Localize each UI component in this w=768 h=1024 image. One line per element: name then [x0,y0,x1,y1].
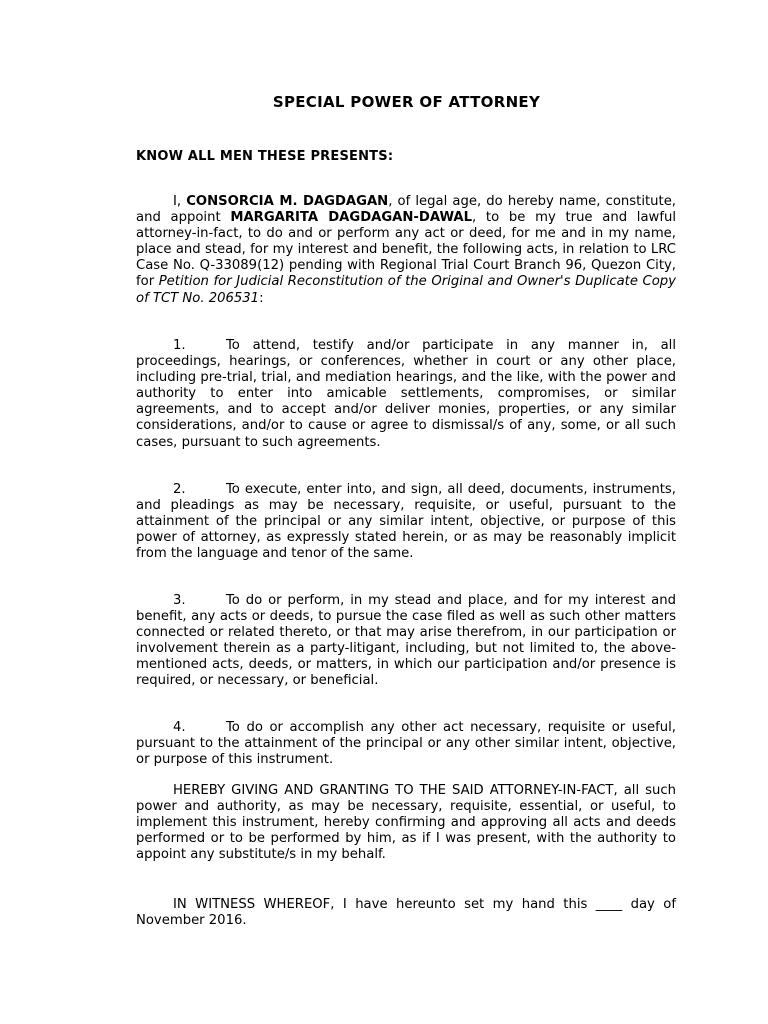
list-item [136,593,676,690]
list-item [136,720,676,768]
item-number: 1. [173,338,186,353]
item-text: To do or perform, in my stead and place, and for my interest and benefit, any acts or deeds, to pursue the case filed as well as such other matters connected or related thereto, or that may arise therefrom, in our participation or involvement therein as a party-litigant, including, but not limited to, the above-mentioned acts, deeds, or matters, in which our participation and/or presence is required, or necessary, or beneficial. [136,593,676,689]
item-text: To attend, testify and/or participate in any manner in, all proceedings, hearings, or conferences, whether in court or any other place, including pre-trial, trial, and mediation hearings, and the like, with the power and authority to enter into amicable settlements, compromises, or similar agreements, and to accept and/or deliver monies, properties, or any similar considerations, and/or to cause or agree to dismissal/s of any, some, or all such cases, pursuant to such agreements. [136,338,676,450]
item-text: To execute, enter into, and sign, all deed, documents, instruments, and pleadings as may be necessary, requisite, or useful, pursuant to the attainment of the principal or any similar intent, objective, or purpose of this power of attorney, as expressly stated herein, or as may be reasonably implicit from the language and tenor of the same. [136,482,676,562]
intro-text-3: : [259,290,264,306]
list-item [136,338,676,451]
intro-prefix: I, [173,194,187,209]
granting-paragraph: HEREBY GIVING AND GRANTING TO THE SAID ATTORNEY-IN-FACT, all such power and authority, as may be necessary, requisite, essential, or useful, to implement this instrument, hereby confirming and approving all acts and deeds performed or to be performed by him, as if I was present, with the authority to appoint any substitute/s in my behalf. [136,783,676,863]
salutation: KNOW ALL MEN THESE PRESENTS: [136,149,394,164]
item-number: 2. [173,482,186,497]
intro-text-1: , of legal age, do hereby name, constitute, and appoint [136,194,676,226]
intro-paragraph [136,194,676,307]
item-number: 3. [173,593,186,608]
witness-paragraph: IN WITNESS WHEREOF, I have hereunto set my hand this ____ day of November 2016. [136,897,676,929]
case-title: Petition for Judicial Reconstitution of the Original and Owner's Duplicate Copy of TCT No. 206531 [136,274,676,306]
document-title: SPECIAL POWER OF ATTORNEY [272,93,541,111]
item-number: 4. [173,720,186,735]
intro-text-2: , to be my true and lawful attorney-in-fact, to do and or perform any act or deed, for me and in my name, place and stead, for my interest and benefit, the following acts, in relation to LRC Case No. Q-33089(12) pending with Regional Trial Court Branch 96, Quezon City, for [136,210,676,290]
attorney-name: MARGARITA DAGDAGAN-DAWAL [230,210,473,226]
list-item [136,482,676,562]
principal-name: CONSORCIA M. DAGDAGAN [186,194,389,209]
item-text: To do or accomplish any other act necessary, requisite or useful, pursuant to the attainment of the principal or any other similar intent, objective, or purpose of this instrument. [136,720,676,768]
